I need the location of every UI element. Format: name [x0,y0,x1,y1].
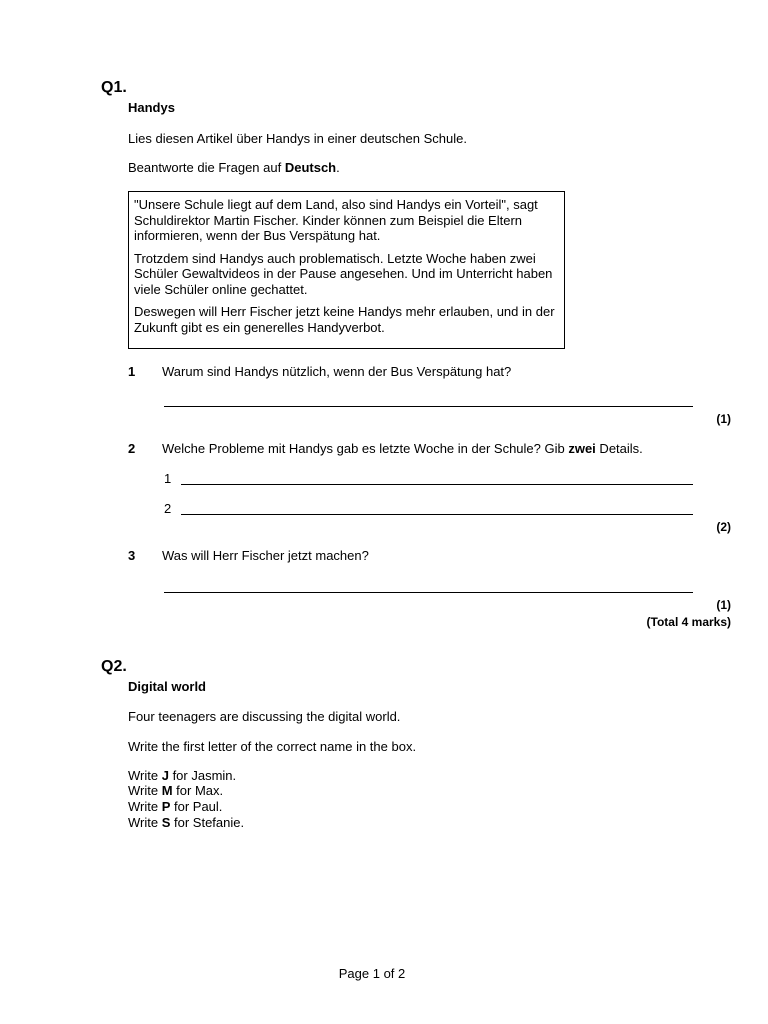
name-key-suffix: for Max. [172,783,224,798]
question-1-instruction-read: Lies diesen Artikel über Handys in einer deutschen Schule. [128,131,467,146]
item-2-text-start: Welche Probleme mit Handys gab es letzte Woche in der Schule? Gib [162,441,569,456]
name-key-letter: S [161,815,171,830]
item-1-marks: (1) [716,412,731,426]
answer-line-1[interactable] [164,406,693,407]
name-key-jasmin [128,768,236,783]
question-1-number: Q1. [101,79,127,96]
instruction-period: . [336,160,340,175]
name-key-prefix: Write [128,783,162,798]
name-key-letter: M [161,783,173,798]
item-3-number: 3 [128,548,136,563]
name-key-suffix: for Paul. [170,799,223,814]
item-2-text-emphasis: zwei [568,441,596,456]
question-1-instruction-answer [128,160,340,175]
name-key-paul [128,799,222,814]
question-2-title: Digital world [128,679,206,694]
article-box [128,191,565,349]
instruction-language: Deutsch [284,160,337,175]
answer-line-2a[interactable] [181,484,693,485]
item-2-sub-2-label: 2 [164,501,172,516]
name-key-stefanie [128,815,244,830]
item-2-number: 2 [128,441,136,456]
name-key-prefix: Write [128,815,162,830]
question-2-number: Q2. [101,658,127,675]
item-1-text: Warum sind Handys nützlich, wenn der Bus Verspätung hat? [162,364,512,379]
name-key-max [128,783,223,798]
total-marks: (Total 4 marks) [646,615,731,629]
name-key-prefix: Write [128,768,162,783]
name-key-suffix: for Stefanie. [170,815,245,830]
article-paragraph-3: Deswegen will Herr Fischer jetzt keine Handys mehr erlauben, und in der Zukunft gibt es ein generelles Handyverbot. [134,304,555,335]
question-1-title: Handys [128,100,175,115]
item-2-text-end: Details. [595,441,643,456]
name-key-letter: P [161,799,171,814]
name-key-letter: J [161,768,169,783]
page-number: Page 1 of 2 [338,966,406,981]
article-paragraph-2: Trotzdem sind Handys auch problematisch. Letzte Woche haben zwei Schüler Gewaltvideos in der Pause angesehen. Und im Unterricht haben viele Schüler online gechattet. [134,250,553,297]
answer-line-2b[interactable] [181,514,693,515]
item-2-text [162,441,643,456]
item-3-marks: (1) [716,598,731,612]
item-2-marks: (2) [716,520,731,534]
item-2-sub-1-label: 1 [164,471,172,486]
instruction-text: Beantworte die Fragen auf [128,160,285,175]
name-key-prefix: Write [128,799,162,814]
name-key-suffix: for Jasmin. [168,768,237,783]
question-2-instruction: Write the first letter of the correct name in the box. [128,739,417,754]
item-1-number: 1 [128,364,136,379]
answer-line-3[interactable] [164,592,693,593]
item-3-text: Was will Herr Fischer jetzt machen? [162,548,369,563]
question-2-intro: Four teenagers are discussing the digital world. [128,709,401,724]
article-paragraph-1: "Unsere Schule liegt auf dem Land, also sind Handys ein Vorteil", sagt Schuldirektor Martin Fischer. Kinder können zum Beispiel die Eltern informieren, wenn der Bus Verspätung hat. [134,197,538,243]
